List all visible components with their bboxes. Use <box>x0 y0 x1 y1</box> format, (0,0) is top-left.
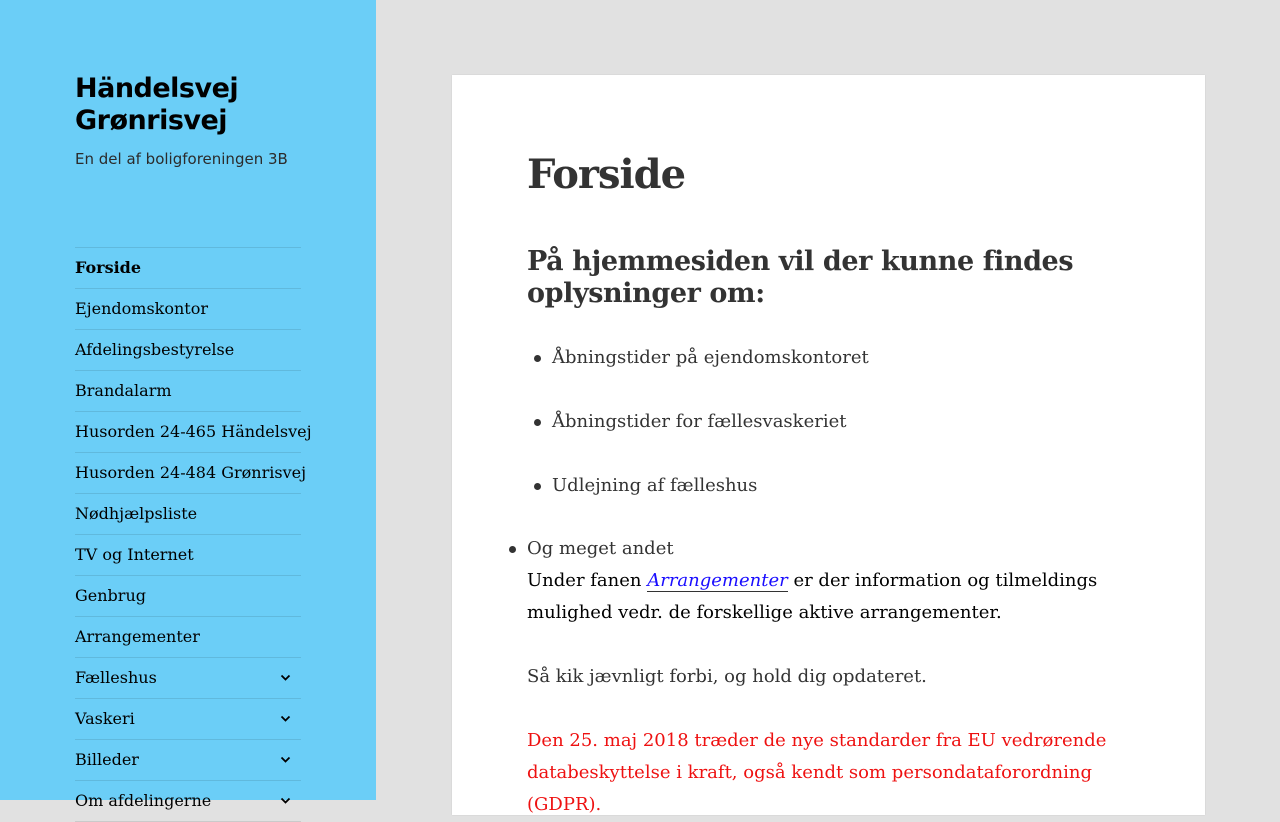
gdpr-notice: Den 25. maj 2018 træder de nye standarder fra EU vedrørende databeskyttelse i kraft, også kendt som persondataforordning (GDPR). <box>527 730 1107 815</box>
nav-item-om-afdelingerne[interactable] <box>75 781 301 822</box>
nav-item-vaskeri[interactable] <box>75 699 301 740</box>
nav-item-billeder[interactable] <box>75 740 301 781</box>
arrangementer-link[interactable]: Arrangementer <box>647 570 788 591</box>
kik-forbi-paragraph: Så kik jævnligt forbi, og hold dig opdateret. <box>527 666 927 687</box>
nav-item-arrangementer[interactable] <box>75 617 301 658</box>
chevron-down-icon[interactable] <box>280 672 291 683</box>
nav-item-label: Husorden 24-484 Grønrisvej <box>75 463 307 482</box>
site-title[interactable]: Händelsvej Grønrisvej <box>75 73 239 136</box>
intro-heading: På hjemmesiden vil der kunne findes oplysninger om: <box>527 246 1074 309</box>
nav-item-label: Billeder <box>75 750 139 769</box>
list-item: Og meget andet <box>527 533 674 565</box>
chevron-down-icon[interactable] <box>280 713 291 724</box>
nav-item-label: Brandalarm <box>75 381 172 400</box>
nav-item-label: TV og Internet <box>75 545 194 564</box>
paragraph-text: er der information og tilmeldings mulighed vedr. de forskellige aktive arrangementer. <box>527 570 1098 623</box>
nav-item-noedhjaelpsliste[interactable] <box>75 494 301 535</box>
list-item: Åbningstider på ejendomskontoret <box>552 342 869 374</box>
nav-item-label: Fælleshus <box>75 668 157 687</box>
nav-item-brandalarm[interactable] <box>75 371 301 412</box>
arrangementer-paragraph <box>527 565 1127 629</box>
list-item: Åbningstider for fællesvaskeriet <box>552 406 846 438</box>
main-navigation <box>75 247 312 822</box>
nav-item-tv-og-internet[interactable] <box>75 535 301 576</box>
nav-item-label: Arrangementer <box>75 627 200 646</box>
paragraph-text: Under fanen <box>527 570 648 591</box>
nav-item-label: Genbrug <box>75 586 146 605</box>
sidebar <box>0 0 376 810</box>
chevron-down-icon[interactable] <box>280 754 291 765</box>
nav-item-husorden-groenrisvej[interactable] <box>75 453 307 494</box>
main-content <box>452 75 1205 815</box>
list-item: Udlejning af fælleshus <box>552 470 757 502</box>
nav-item-label: Vaskeri <box>75 709 135 728</box>
nav-item-faelleshus[interactable] <box>75 658 301 699</box>
nav-item-label: Om afdelingerne <box>75 791 212 810</box>
site-description: En del af boligforeningen 3B <box>75 150 288 168</box>
nav-item-label: Nødhjælpsliste <box>75 504 198 523</box>
nav-item-ejendomskontor[interactable] <box>75 289 301 330</box>
nav-item-label: Ejendomskontor <box>75 299 209 318</box>
nav-item-husorden-haendelsvej[interactable] <box>75 412 312 453</box>
nav-item-label: Afdelingsbestyrelse <box>75 340 235 359</box>
chevron-down-icon[interactable] <box>280 795 291 806</box>
nav-item-label: Husorden 24-465 Händelsvej <box>75 422 312 441</box>
page-title: Forside <box>527 151 686 198</box>
nav-item-forside[interactable] <box>75 248 301 289</box>
nav-item-afdelingsbestyrelse[interactable] <box>75 330 301 371</box>
nav-item-genbrug[interactable] <box>75 576 301 617</box>
nav-item-label: Forside <box>75 258 142 277</box>
